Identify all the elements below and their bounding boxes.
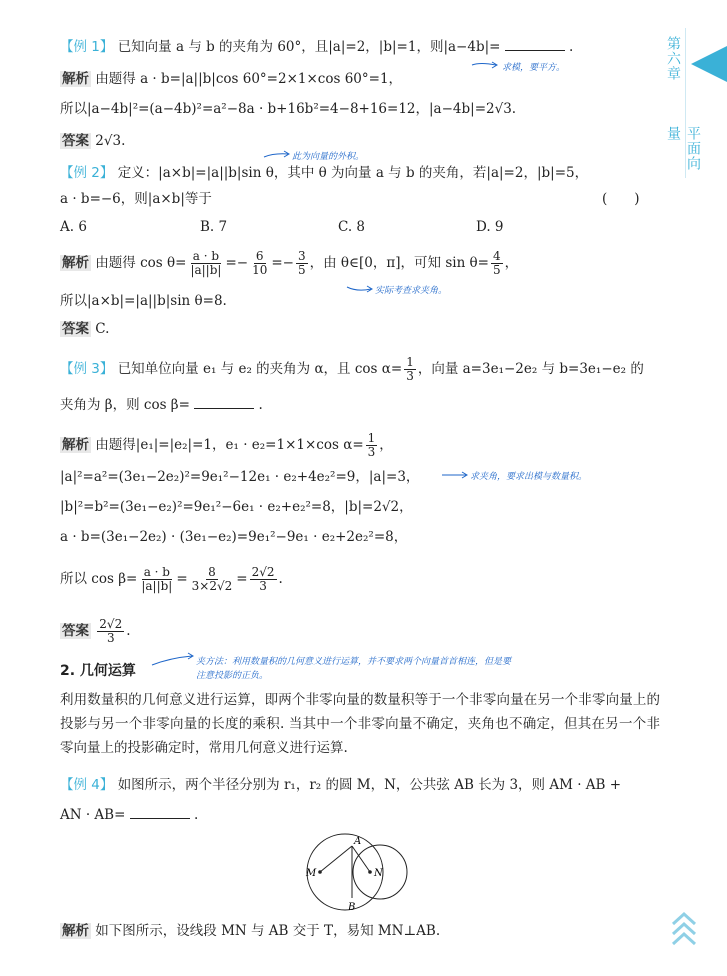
ex3-frac-b1-num: a · b <box>143 565 170 579</box>
ex2-option-b: B. 7 <box>200 219 228 235</box>
ex2-question-line2: a · b=−6，则|a×b|等于 <box>60 191 212 207</box>
label-b: B <box>348 902 356 912</box>
ex3-question-line2 <box>60 396 263 414</box>
ex3-frac-b2-num: 8 <box>208 565 216 579</box>
ex2-answer-text: C. <box>95 321 110 337</box>
ex2-tag: 【例 2】 <box>60 165 114 181</box>
ex2-analysis-1c: =− <box>271 255 294 271</box>
ex4-analysis <box>60 922 440 940</box>
ex3-analysis-1a: 由题得|e₁|=|e₂|=1，e₁ · e₂=1×1×cos α= <box>95 437 364 453</box>
ex1-blank <box>505 38 565 51</box>
ex3-note-arrow-icon <box>440 470 470 480</box>
ex1-note-arrow-icon <box>470 60 500 70</box>
ex3-frac-b1 <box>139 566 174 593</box>
ex1-analysis-line2: 所以|a−4b|²=(a−4b)²=a²−8a · b+16b²=4−8+16=12，|a−4b|=2√3. <box>60 101 517 117</box>
ex2-frac-6 <box>250 250 269 277</box>
ex2-analysis-1e: ， <box>504 255 519 271</box>
ex3-frac-b3-num: 2√2 <box>251 565 275 579</box>
ex2-analysis <box>60 250 518 277</box>
ex3-tag: 【例 3】 <box>60 361 114 377</box>
ex3-analysis-line5 <box>60 566 283 593</box>
ex2-frac-3-num: 3 <box>297 249 306 263</box>
ex2-frac-6-den: 10 <box>252 263 268 277</box>
ex3-analysis-5d: . <box>278 571 283 587</box>
ex4-end: . <box>194 807 199 823</box>
ex2-answer <box>60 320 109 338</box>
ex2-note-top-arrow-icon <box>262 150 292 160</box>
ex3-frac-ans-den: 3 <box>106 631 115 645</box>
section-2-note-line1: 夹方法：利用数量积的几何意义进行运算，并不要求两个向量首首相连，但是要 <box>196 657 512 667</box>
ex2-option-a: A. 6 <box>60 219 87 235</box>
ex4-figure <box>270 832 420 912</box>
chapter-tab <box>657 28 727 178</box>
ex3-frac-a <box>366 432 378 459</box>
scroll-up-icon[interactable] <box>669 902 699 946</box>
ex1-analysis-1: 由题得 a · b=|a||b|cos 60°=2×1×cos 60°=1， <box>95 71 403 87</box>
chapter-label: 第六章 <box>665 36 681 81</box>
ex3-analysis-5c: = <box>236 571 248 587</box>
ex3-end: . <box>258 397 263 413</box>
ex3-frac-b3-den: 3 <box>259 579 267 593</box>
ex3-analysis-1b: ， <box>379 437 393 453</box>
ex2-frac-4 <box>491 250 503 277</box>
ex4-question-line1 <box>60 776 621 794</box>
point-n <box>368 870 372 874</box>
ex4-question-1: 如图所示，两个半径分别为 r₁，r₂ 的圆 M，N，公共弦 AB 长为 3，则 AM · AB + <box>117 777 622 793</box>
ex3-question-2: 夹角为 β，则 cos β= <box>60 397 190 413</box>
ex3-blank <box>194 396 254 409</box>
ex2-note-mid: 实际考查求夹角。 <box>375 286 448 296</box>
ex2-analysis-line2: 所以|a×b|=|a||b|sin θ=8. <box>60 293 227 309</box>
ex2-frac-3-den: 5 <box>297 263 306 277</box>
ex4-analysis-1: 如下图所示，设线段 MN 与 AB 交于 T，易知 MN⊥AB. <box>95 923 441 939</box>
ex4-analysis-label: 解析 <box>62 923 89 939</box>
section-2-note-arrow-icon <box>150 652 196 668</box>
ex3-frac-q-den: 3 <box>406 369 414 383</box>
ex2-analysis-1b: =− <box>225 255 249 271</box>
ex3-frac-ans-num: 2√2 <box>99 617 123 631</box>
ex2-question-line1 <box>60 164 588 182</box>
segment-am <box>320 846 352 872</box>
ex2-frac-3 <box>296 250 308 277</box>
ex2-option-c: C. 8 <box>338 219 366 235</box>
ex2-question-1: 定义：|a×b|=|a||b|sin θ，其中 θ 为向量 a 与 b 的夹角，若|a|=2，|b|=5， <box>117 165 589 181</box>
ex3-frac-ans <box>97 618 124 645</box>
ex1-end: . <box>569 39 574 55</box>
label-a: A <box>354 836 362 847</box>
ex3-answer <box>60 618 131 645</box>
ex2-answer-label: 答案 <box>62 321 89 337</box>
ex2-frac-4-num: 4 <box>493 249 501 263</box>
label-n: N <box>374 868 383 879</box>
ex3-analysis <box>60 432 393 459</box>
point-m <box>318 870 322 874</box>
ex2-frac-ab <box>188 250 223 277</box>
ex2-frac-ab-den: |a||b| <box>190 263 222 277</box>
ex2-note-mid-arrow-icon <box>345 284 375 294</box>
ex2-analysis-1a: 由题得 cos θ= <box>95 255 187 271</box>
ex2-answer-paren: ( ) <box>602 191 640 207</box>
ex3-frac-b2 <box>190 566 235 593</box>
ex1-question-text: 已知向量 a 与 b 的夹角为 60°，且|a|=2，|b|=1，则|a−4b|= <box>117 39 501 55</box>
ex2-note-top: 此为向量的外积。 <box>292 152 365 162</box>
section-label: 平面向量 <box>665 126 701 171</box>
ex3-question-1a: 已知单位向量 e₁ 与 e₂ 的夹角为 α，且 cos α= <box>117 361 403 377</box>
ex3-frac-q <box>404 356 416 383</box>
ex1-question <box>60 38 573 56</box>
section-2-paragraph: 利用数量积的几何意义进行运算，即两个非零向量的数量积等于一个非零向量在另一个非零向量上的投影与另一个非零向量的长度的乘积. 当其中一个非零向量不确定，夹角也不确定，但其在另一个非零向量上的投影确定时，常用几何意义进行运算. <box>60 692 660 756</box>
tab-triangle-icon <box>691 46 727 82</box>
ex4-question-line2 <box>60 806 198 824</box>
ex2-frac-6-num: 6 <box>255 249 264 263</box>
ex3-note: 求夹角，要求出模与数量积。 <box>470 472 588 482</box>
ex3-frac-b2-den: 3×2√2 <box>191 579 233 593</box>
ex3-analysis-line3: |b|²=b²=(3e₁−e₂)²=9e₁²−6e₁ · e₂+e₂²=8，|b|=2√2， <box>60 499 413 515</box>
ex3-question-1b: ，向量 a=3e₁−2e₂ 与 b=3e₁−e₂ 的 <box>417 361 644 377</box>
ex1-analysis <box>60 70 402 88</box>
ex2-frac-ab-num: a · b <box>192 249 220 263</box>
ex3-frac-a-num: 1 <box>367 431 376 445</box>
ex1-answer-label: 答案 <box>62 133 89 149</box>
ex2-option-d: D. 9 <box>476 219 504 235</box>
ex3-question-line1 <box>60 356 644 383</box>
ex2-analysis-label: 解析 <box>62 255 89 271</box>
ex4-question-2: AN · AB= <box>60 807 126 823</box>
ex2-frac-4-den: 5 <box>493 263 501 277</box>
ex3-frac-q-num: 1 <box>406 355 414 369</box>
ex1-tag: 【例 1】 <box>60 39 114 55</box>
ex4-tag: 【例 4】 <box>60 777 114 793</box>
ex3-frac-b3 <box>250 566 277 593</box>
ex3-analysis-line2: |a|²=a²=(3e₁−2e₂)²=9e₁²−12e₁ · e₂+4e₂²=9，|a|=3， <box>60 469 420 485</box>
ex2-analysis-1d: ，由 θ∈[0，π]，可知 sin θ= <box>309 255 489 271</box>
ex3-answer-label: 答案 <box>62 623 89 639</box>
segment-an <box>352 846 370 872</box>
ex3-analysis-line4: a · b=(3e₁−2e₂) · (3e₁−e₂)=9e₁²−9e₁ · e₂+2e₂²=8， <box>60 529 408 545</box>
ex1-answer-text: 2√3. <box>95 133 126 149</box>
ex1-answer <box>60 132 125 150</box>
ex4-blank <box>130 806 190 819</box>
ex1-note: 求模，要平方。 <box>502 63 566 73</box>
ex3-frac-a-den: 3 <box>367 445 376 459</box>
section-2-note-line2: 注意投影的正负。 <box>196 671 269 681</box>
ex3-frac-b1-den: |a||b| <box>141 579 173 593</box>
ex3-answer-end: . <box>126 623 131 639</box>
ex3-analysis-label: 解析 <box>62 437 89 453</box>
label-m: M <box>306 868 317 879</box>
ex3-analysis-5b: = <box>176 571 188 587</box>
ex1-analysis-label: 解析 <box>62 71 89 87</box>
section-2-title: 2. 几何运算 <box>60 663 136 679</box>
ex3-analysis-5a: 所以 cos β= <box>60 571 138 587</box>
